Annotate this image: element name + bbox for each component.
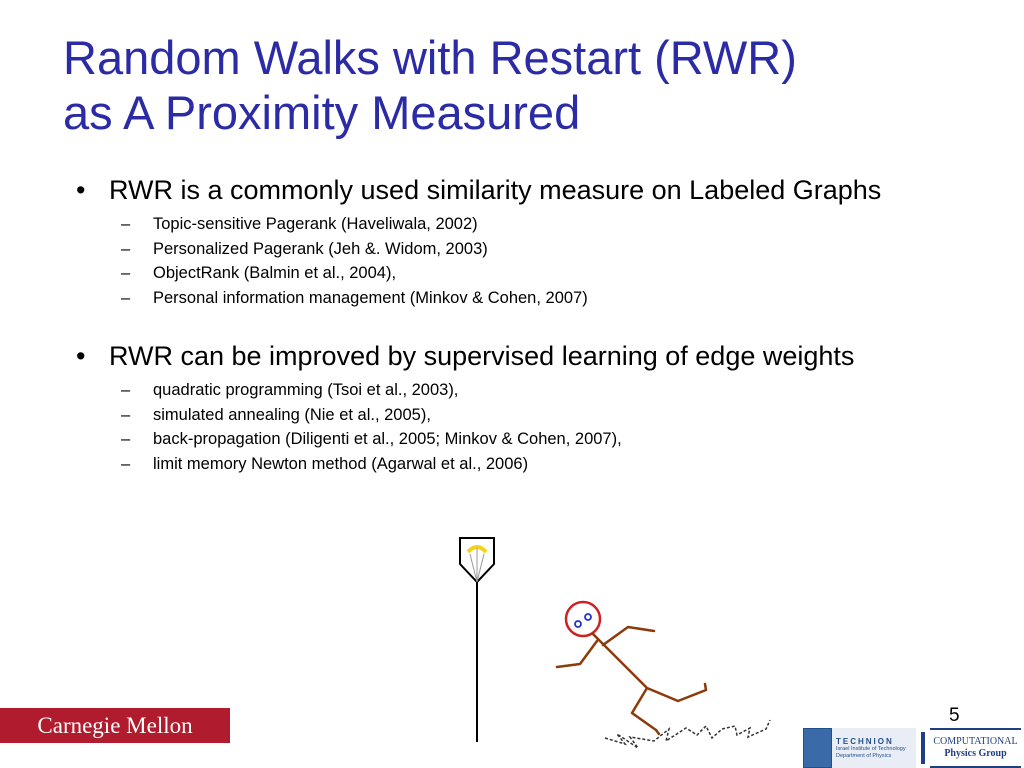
stick-figure-walker <box>557 602 706 734</box>
street-lamp <box>460 538 494 742</box>
bullet-item <box>76 342 956 371</box>
sub-item <box>76 427 956 452</box>
sub-marker: – <box>121 405 131 424</box>
bullet-spacer <box>76 310 956 342</box>
title-line-1: Random Walks with Restart (RWR) <box>63 31 797 84</box>
sub-marker: – <box>121 215 131 233</box>
bullet-marker: • <box>76 341 86 371</box>
sub-item <box>76 212 956 237</box>
sub-marker: – <box>121 264 131 282</box>
sub-list <box>76 378 956 476</box>
technion-line-1: Israel Institute of Technology <box>836 745 906 752</box>
sub-text: back-propagation (Diligenti et al., 2005; Minkov & Cohen, 2007), <box>153 430 622 448</box>
bullet-text: RWR is a commonly used similarity measure on Labeled Graphs <box>109 175 882 205</box>
page-number: 5 <box>949 705 960 726</box>
random-walk-trail <box>605 720 770 748</box>
sub-text: Topic-sensitive Pagerank (Haveliwala, 2002) <box>153 215 478 233</box>
technion-line-2: Department of Physics <box>836 752 892 759</box>
sub-text: ObjectRank (Balmin et al., 2004), <box>153 264 397 282</box>
bullet-item <box>76 176 956 205</box>
sub-marker: – <box>121 288 131 307</box>
random-walker-illustration <box>450 530 810 766</box>
bullet-text: RWR can be improved by supervised learning of edge weights <box>109 341 855 371</box>
sub-marker: – <box>121 454 131 473</box>
sub-item <box>76 452 956 477</box>
technion-text-block <box>832 728 916 768</box>
group-line-2: Physics Group <box>944 748 1007 759</box>
technion-logo <box>803 728 1021 768</box>
sub-item <box>76 237 956 262</box>
sub-item <box>76 403 956 428</box>
sub-marker: – <box>121 381 131 399</box>
bullet-marker: • <box>76 175 86 205</box>
sub-text: Personal information management (Minkov & Cohen, 2007) <box>153 288 588 307</box>
technion-name: TECHNION <box>836 736 894 746</box>
sub-item <box>76 261 956 286</box>
sub-text: Personalized Pagerank (Jeh &. Widom, 2003) <box>153 239 488 258</box>
technion-divider <box>921 732 925 764</box>
slide-title <box>63 30 983 140</box>
sub-text: limit memory Newton method (Agarwal et al., 2006) <box>153 454 529 473</box>
sub-item <box>76 378 956 403</box>
sub-text: quadratic programming (Tsoi et al., 2003), <box>153 381 459 399</box>
bullet-list <box>76 176 956 476</box>
sub-list <box>76 212 956 310</box>
group-line-1: COMPUTATIONAL <box>933 736 1018 747</box>
sub-text: simulated annealing (Nie et al., 2005), <box>153 405 431 424</box>
technion-seal-icon <box>803 728 832 768</box>
sub-marker: – <box>121 239 131 258</box>
title-line-2: as A Proximity Measured <box>63 86 581 139</box>
sub-marker: – <box>121 430 131 448</box>
carnegie-mellon-logo: Carnegie Mellon <box>0 708 230 743</box>
sub-item <box>76 286 956 311</box>
physics-group-label <box>930 728 1021 768</box>
